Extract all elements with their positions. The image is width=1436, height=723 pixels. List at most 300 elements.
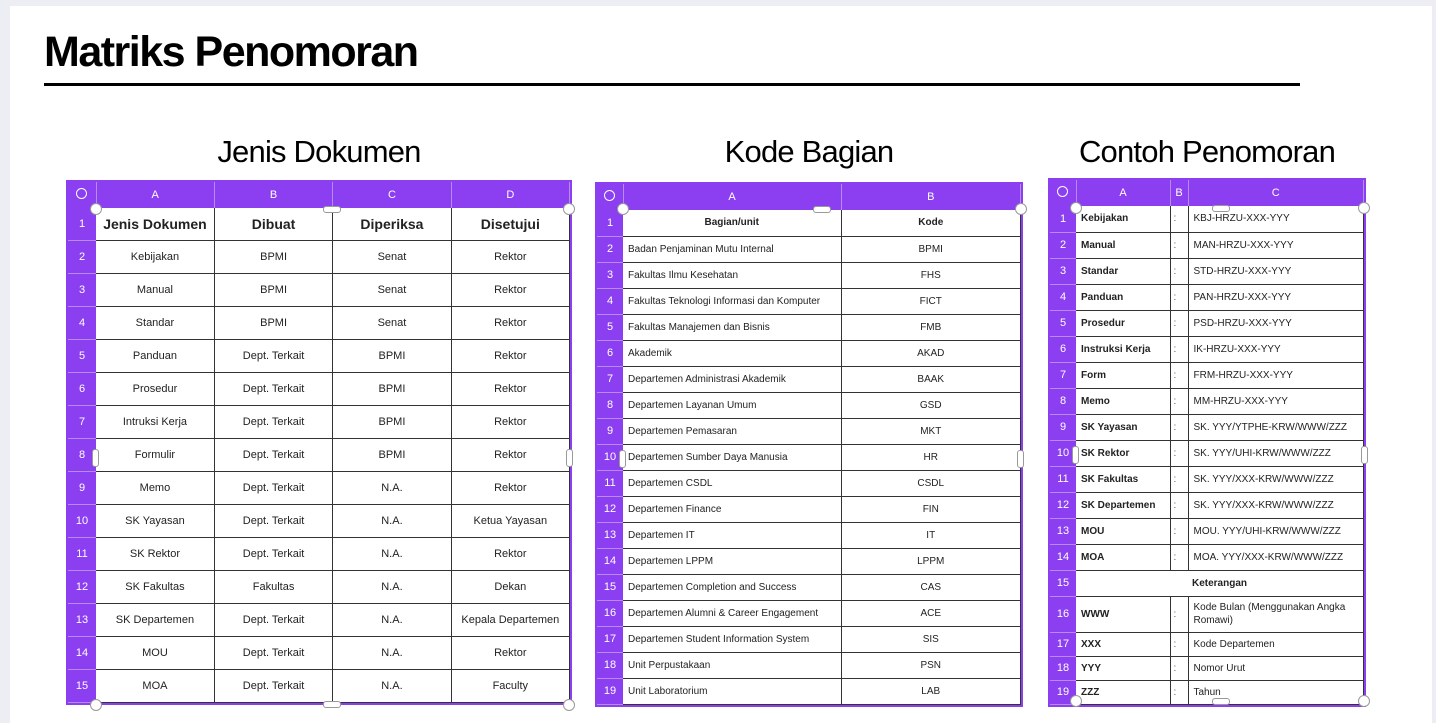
table-row	[1050, 656, 1364, 680]
header-cell[interactable]: Dibuat	[214, 208, 332, 240]
row-number[interactable]: 7	[68, 405, 96, 438]
resize-handle[interactable]	[617, 203, 629, 215]
table-cell[interactable]: Faculty	[451, 669, 569, 702]
section-title-contoh: Contoh Penomoran	[1078, 134, 1336, 169]
row-number[interactable]: 8	[597, 392, 623, 418]
resize-handle[interactable]	[563, 699, 575, 711]
row-number[interactable]: 4	[68, 306, 96, 339]
resize-handle[interactable]	[90, 699, 102, 711]
table-cell[interactable]: :	[1170, 632, 1188, 656]
table-row	[597, 340, 1021, 366]
table-cell[interactable]: Standar	[1076, 258, 1170, 284]
row-number[interactable]: 5	[68, 339, 96, 372]
table-cell[interactable]: SK. YYY/XXX-KRW/WWW/ZZZ	[1188, 466, 1364, 492]
table-row	[68, 669, 570, 702]
table-cell[interactable]: SK. YYY/XXX-KRW/WWW/ZZZ	[1188, 492, 1364, 518]
table-row	[68, 240, 570, 273]
table-cell[interactable]: Intruksi Kerja	[96, 405, 214, 438]
table-cell[interactable]: BPMI	[214, 240, 332, 273]
row-number[interactable]: 6	[597, 340, 623, 366]
table-cell[interactable]: Rektor	[451, 339, 569, 372]
resize-handle[interactable]	[90, 203, 102, 215]
table-cell[interactable]: Departemen Layanan Umum	[623, 392, 841, 418]
table-cell[interactable]: BPMI	[333, 372, 451, 405]
table-row	[1050, 570, 1364, 596]
table-cell[interactable]: Kebijakan	[1076, 206, 1170, 232]
column-header-c[interactable]: C	[1188, 180, 1364, 206]
table-row	[68, 603, 570, 636]
row-number[interactable]: 12	[68, 570, 96, 603]
table-cell[interactable]: MM-HRZU-XXX-YYY	[1188, 388, 1364, 414]
table-cell[interactable]: Departemen Student Information System	[623, 626, 841, 652]
row-number[interactable]: 10	[68, 504, 96, 537]
table-cell[interactable]: SK. YYY/YTPHE-KRW/WWW/ZZZ	[1188, 414, 1364, 440]
table-cell[interactable]: Form	[1076, 362, 1170, 388]
table-cell[interactable]: Dept. Terkait	[214, 471, 332, 504]
table-row	[1050, 284, 1364, 310]
row-number[interactable]: 8	[68, 438, 96, 471]
table-cell[interactable]: BPMI	[333, 438, 451, 471]
table-cell[interactable]: Dept. Terkait	[214, 603, 332, 636]
row-number[interactable]: 12	[597, 496, 623, 522]
table-cell[interactable]: Senat	[333, 273, 451, 306]
table-cell[interactable]: Fakultas	[214, 570, 332, 603]
table-cell[interactable]: Kode Departemen	[1188, 632, 1364, 656]
table-cell[interactable]: Unit Perpustakaan	[623, 652, 841, 678]
table-cell[interactable]: :	[1170, 466, 1188, 492]
row-number[interactable]: 6	[1050, 336, 1076, 362]
table-cell[interactable]: BPMI	[333, 405, 451, 438]
table-cell[interactable]: N.A.	[333, 570, 451, 603]
table-cell[interactable]: Kode Bulan (Menggunakan Angka Romawi)	[1188, 596, 1364, 632]
table-cell[interactable]: Departemen Administrasi Akademik	[623, 366, 841, 392]
table-cell[interactable]: KBJ-HRZU-XXX-YYY	[1188, 206, 1364, 232]
row-number[interactable]: 11	[68, 537, 96, 570]
table-cell[interactable]: Memo	[1076, 388, 1170, 414]
table-cell[interactable]: AKAD	[841, 340, 1021, 366]
row-number[interactable]: 15	[68, 669, 96, 702]
table-cell[interactable]: Rektor	[451, 306, 569, 339]
table-cell[interactable]: Dekan	[451, 570, 569, 603]
table-cell[interactable]: MOU	[1076, 518, 1170, 544]
row-number[interactable]: 16	[1050, 596, 1076, 632]
row-number[interactable]: 8	[1050, 388, 1076, 414]
table-cell[interactable]: :	[1170, 362, 1188, 388]
table-cell[interactable]: :	[1170, 284, 1188, 310]
table-row	[597, 678, 1021, 704]
table-row	[597, 548, 1021, 574]
table-row	[597, 392, 1021, 418]
table-row	[1050, 596, 1364, 632]
table-cell[interactable]: Prosedur	[1076, 310, 1170, 336]
table-cell[interactable]: Tahun	[1188, 680, 1364, 704]
table-row	[1050, 466, 1364, 492]
table-row	[597, 652, 1021, 678]
table-cell[interactable]: SK. YYY/UHI-KRW/WWW/ZZZ	[1188, 440, 1364, 466]
table-cell[interactable]: Senat	[333, 306, 451, 339]
table-cell[interactable]: N.A.	[333, 504, 451, 537]
row-number[interactable]: 4	[1050, 284, 1076, 310]
header-cell[interactable]: Disetujui	[451, 208, 569, 240]
table-cell[interactable]: FRM-HRZU-XXX-YYY	[1188, 362, 1364, 388]
row-number[interactable]: 12	[1050, 492, 1076, 518]
jenis-dokumen-sheet[interactable]	[66, 180, 572, 705]
table-cell[interactable]: MOA. YYY/XXX-KRW/WWW/ZZZ	[1188, 544, 1364, 570]
row-number[interactable]: 3	[68, 273, 96, 306]
resize-handle[interactable]	[1358, 695, 1370, 707]
table-cell[interactable]: CSDL	[841, 470, 1021, 496]
table-cell[interactable]: :	[1170, 518, 1188, 544]
table-cell[interactable]: :	[1170, 544, 1188, 570]
table-cell[interactable]: Dept. Terkait	[214, 504, 332, 537]
table-cell[interactable]: MOA	[96, 669, 214, 702]
table-row	[68, 636, 570, 669]
table-cell[interactable]: Dept. Terkait	[214, 537, 332, 570]
table-cell[interactable]: SK Yayasan	[1076, 414, 1170, 440]
table-cell[interactable]: :	[1170, 388, 1188, 414]
table-cell[interactable]: Departemen Completion and Success	[623, 574, 841, 600]
column-header-a[interactable]: A	[1076, 180, 1170, 206]
select-all-icon	[604, 190, 615, 201]
table-cell[interactable]: Badan Penjaminan Mutu Internal	[623, 236, 841, 262]
table-cell[interactable]: PSD-HRZU-XXX-YYY	[1188, 310, 1364, 336]
row-number[interactable]: 18	[1050, 656, 1076, 680]
row-number[interactable]: 13	[1050, 518, 1076, 544]
row-number[interactable]: 17	[597, 626, 623, 652]
table-cell[interactable]: ACE	[841, 600, 1021, 626]
table-row	[68, 438, 570, 471]
table-cell[interactable]: :	[1170, 258, 1188, 284]
row-number[interactable]: 7	[597, 366, 623, 392]
table-cell[interactable]: SK Rektor	[96, 537, 214, 570]
table-cell[interactable]: :	[1170, 232, 1188, 258]
select-all-icon	[76, 188, 87, 199]
table-cell[interactable]: Dept. Terkait	[214, 372, 332, 405]
column-header-a[interactable]: A	[623, 184, 841, 210]
table-row	[597, 366, 1021, 392]
row-number[interactable]: 13	[68, 603, 96, 636]
table-cell[interactable]: PAN-HRZU-XXX-YYY	[1188, 284, 1364, 310]
resize-handle[interactable]	[619, 450, 626, 468]
table-cell[interactable]: Departemen Sumber Daya Manusia	[623, 444, 841, 470]
table-cell[interactable]: Departemen Pemasaran	[623, 418, 841, 444]
contoh-penomoran-sheet[interactable]	[1048, 178, 1366, 707]
table-cell[interactable]: Departemen LPPM	[623, 548, 841, 574]
table-cell[interactable]: XXX	[1076, 632, 1170, 656]
table-cell[interactable]: N.A.	[333, 471, 451, 504]
table-cell[interactable]: MKT	[841, 418, 1021, 444]
table-cell[interactable]: SK Fakultas	[1076, 466, 1170, 492]
row-number[interactable]: 2	[1050, 232, 1076, 258]
table-row	[68, 405, 570, 438]
row-number[interactable]: 9	[597, 418, 623, 444]
table-cell[interactable]: :	[1170, 680, 1188, 704]
table-row	[68, 273, 570, 306]
row-number[interactable]: 13	[597, 522, 623, 548]
table-cell[interactable]: Dept. Terkait	[214, 405, 332, 438]
table-row	[597, 314, 1021, 340]
table-cell[interactable]: Departemen IT	[623, 522, 841, 548]
resize-handle[interactable]	[563, 203, 575, 215]
table-row	[597, 210, 1021, 236]
column-header-b[interactable]: B	[1170, 180, 1188, 206]
table-cell[interactable]: Rektor	[451, 438, 569, 471]
row-number[interactable]: 3	[597, 262, 623, 288]
table-cell[interactable]: FMB	[841, 314, 1021, 340]
table-cell[interactable]: Manual	[96, 273, 214, 306]
table-row	[597, 496, 1021, 522]
table-cell[interactable]: ZZZ	[1076, 680, 1170, 704]
header-cell[interactable]: Diperiksa	[333, 208, 451, 240]
table-row	[1050, 206, 1364, 232]
table-cell[interactable]: YYY	[1076, 656, 1170, 680]
table-cell[interactable]: HR	[841, 444, 1021, 470]
table-cell[interactable]: IK-HRZU-XXX-YYY	[1188, 336, 1364, 362]
table-cell[interactable]: SK Rektor	[1076, 440, 1170, 466]
row-number[interactable]: 19	[597, 678, 623, 704]
resize-handle[interactable]	[1070, 695, 1082, 707]
table-row	[597, 444, 1021, 470]
table-cell[interactable]: Prosedur	[96, 372, 214, 405]
table-row	[1050, 440, 1364, 466]
table-row	[597, 600, 1021, 626]
table-cell[interactable]: Senat	[333, 240, 451, 273]
resize-handle[interactable]	[323, 701, 341, 708]
resize-handle[interactable]	[1212, 205, 1230, 212]
table-row	[68, 339, 570, 372]
resize-handle[interactable]	[1017, 450, 1024, 468]
table-cell[interactable]: BPMI	[214, 273, 332, 306]
row-number[interactable]: 11	[597, 470, 623, 496]
table-cell[interactable]: Panduan	[96, 339, 214, 372]
table-row	[68, 208, 570, 240]
table-row	[68, 306, 570, 339]
table-cell[interactable]: LAB	[841, 678, 1021, 704]
row-number[interactable]: 14	[597, 548, 623, 574]
resize-handle[interactable]	[1358, 202, 1370, 214]
table-cell[interactable]: Fakultas Teknologi Informasi dan Komputer	[623, 288, 841, 314]
row-number[interactable]: 5	[1050, 310, 1076, 336]
table-cell[interactable]: :	[1170, 336, 1188, 362]
table-cell[interactable]: GSD	[841, 392, 1021, 418]
table-row	[1050, 310, 1364, 336]
row-number[interactable]: 2	[68, 240, 96, 273]
row-number[interactable]: 5	[597, 314, 623, 340]
table-cell[interactable]: N.A.	[333, 603, 451, 636]
title-underline	[44, 83, 1300, 86]
canvas-page	[10, 6, 1432, 723]
column-header-d[interactable]: D	[451, 182, 569, 208]
table-cell[interactable]: Standar	[96, 306, 214, 339]
table-cell[interactable]: N.A.	[333, 537, 451, 570]
table-cell[interactable]: N.A.	[333, 669, 451, 702]
table-cell[interactable]: :	[1170, 596, 1188, 632]
resize-handle[interactable]	[1361, 446, 1368, 464]
table-cell[interactable]: Rektor	[451, 636, 569, 669]
column-header-a[interactable]: A	[96, 182, 214, 208]
select-all-icon	[1057, 186, 1068, 197]
table-cell[interactable]: :	[1170, 414, 1188, 440]
row-number[interactable]: 17	[1050, 632, 1076, 656]
table-row	[1050, 336, 1364, 362]
table-row	[597, 626, 1021, 652]
table-row	[1050, 544, 1364, 570]
table-row	[68, 570, 570, 603]
table-row	[1050, 362, 1364, 388]
table-cell[interactable]: PSN	[841, 652, 1021, 678]
row-number[interactable]: 1	[1050, 206, 1076, 232]
table-row	[1050, 232, 1364, 258]
row-number[interactable]: 6	[68, 372, 96, 405]
row-number[interactable]: 14	[1050, 544, 1076, 570]
table-row	[1050, 680, 1364, 704]
table-row	[597, 236, 1021, 262]
table-cell[interactable]: :	[1170, 310, 1188, 336]
table-cell[interactable]: :	[1170, 206, 1188, 232]
table-cell[interactable]: Instruksi Kerja	[1076, 336, 1170, 362]
page-title: Matriks Penomoran	[44, 28, 418, 76]
table-row	[597, 522, 1021, 548]
column-header-b[interactable]: B	[841, 184, 1021, 210]
keterangan-heading[interactable]: Keterangan	[1076, 570, 1364, 596]
row-number[interactable]: 11	[1050, 466, 1076, 492]
table-row	[597, 574, 1021, 600]
table-cell[interactable]: Nomor Urut	[1188, 656, 1364, 680]
section-title-kode: Kode Bagian	[724, 134, 894, 169]
table-cell[interactable]: SK Fakultas	[96, 570, 214, 603]
table-cell[interactable]: BAAK	[841, 366, 1021, 392]
row-number[interactable]: 19	[1050, 680, 1076, 704]
resize-handle[interactable]	[566, 449, 573, 467]
resize-handle[interactable]	[813, 206, 831, 213]
table-cell[interactable]: Rektor	[451, 537, 569, 570]
table-row	[597, 262, 1021, 288]
table-cell[interactable]: SK Departemen	[96, 603, 214, 636]
table-cell[interactable]: SIS	[841, 626, 1021, 652]
table-cell[interactable]: Fakultas Manajemen dan Bisnis	[623, 314, 841, 340]
table-cell[interactable]: MOA	[1076, 544, 1170, 570]
table-cell[interactable]: Ketua Yayasan	[451, 504, 569, 537]
table-cell[interactable]: Unit Laboratorium	[623, 678, 841, 704]
table-cell[interactable]: :	[1170, 656, 1188, 680]
table-row	[68, 372, 570, 405]
column-header-b[interactable]: B	[214, 182, 332, 208]
table-cell[interactable]: :	[1170, 492, 1188, 518]
row-number[interactable]: 15	[597, 574, 623, 600]
table-cell[interactable]: BPMI	[841, 236, 1021, 262]
row-number[interactable]: 2	[597, 236, 623, 262]
table-row	[68, 504, 570, 537]
table-cell[interactable]: Panduan	[1076, 284, 1170, 310]
table-row	[1050, 632, 1364, 656]
resize-handle[interactable]	[1212, 698, 1230, 705]
kode-bagian-sheet[interactable]	[595, 182, 1023, 707]
resize-handle[interactable]	[1070, 202, 1082, 214]
table-cell[interactable]: Dept. Terkait	[214, 339, 332, 372]
table-row	[1050, 492, 1364, 518]
table-cell[interactable]: Departemen Alumni & Career Engagement	[623, 600, 841, 626]
table-cell[interactable]: N.A.	[333, 636, 451, 669]
table-cell[interactable]: CAS	[841, 574, 1021, 600]
table-cell[interactable]: Departemen Finance	[623, 496, 841, 522]
table-cell[interactable]: Rektor	[451, 471, 569, 504]
table-cell[interactable]: MOU. YYY/UHI-KRW/WWW/ZZZ	[1188, 518, 1364, 544]
table-row	[597, 288, 1021, 314]
table-row	[1050, 258, 1364, 284]
table-cell[interactable]: Manual	[1076, 232, 1170, 258]
row-number[interactable]: 18	[597, 652, 623, 678]
resize-handle[interactable]	[1015, 203, 1027, 215]
table-cell[interactable]: WWW	[1076, 596, 1170, 632]
table-cell[interactable]: Dept. Terkait	[214, 636, 332, 669]
table-cell[interactable]: MAN-HRZU-XXX-YYY	[1188, 232, 1364, 258]
header-cell[interactable]: Jenis Dokumen	[96, 208, 214, 240]
table-cell[interactable]: Dept. Terkait	[214, 669, 332, 702]
header-cell[interactable]: Bagian/unit	[623, 210, 841, 236]
table-cell[interactable]: Kebijakan	[96, 240, 214, 273]
resize-handle[interactable]	[323, 206, 341, 213]
table-row	[1050, 388, 1364, 414]
section-title-jenis: Jenis Dokumen	[217, 134, 421, 169]
row-number[interactable]: 10	[597, 444, 623, 470]
table-cell[interactable]: Dept. Terkait	[214, 438, 332, 471]
table-cell[interactable]: SK Departemen	[1076, 492, 1170, 518]
row-number[interactable]: 1	[68, 208, 96, 240]
row-number[interactable]: 1	[597, 210, 623, 236]
table-cell[interactable]: Akademik	[623, 340, 841, 366]
table-row	[597, 470, 1021, 496]
row-number[interactable]: 16	[597, 600, 623, 626]
row-number[interactable]: 14	[68, 636, 96, 669]
resize-handle[interactable]	[1072, 446, 1079, 464]
table-cell[interactable]: BPMI	[333, 339, 451, 372]
row-number[interactable]: 3	[1050, 258, 1076, 284]
table-cell[interactable]: STD-HRZU-XXX-YYY	[1188, 258, 1364, 284]
row-number[interactable]: 4	[597, 288, 623, 314]
row-number[interactable]: 9	[1050, 414, 1076, 440]
table-cell[interactable]: MOU	[96, 636, 214, 669]
table-row	[68, 537, 570, 570]
header-cell[interactable]: Kode	[841, 210, 1021, 236]
table-cell[interactable]: :	[1170, 440, 1188, 466]
column-header-c[interactable]: C	[333, 182, 451, 208]
row-number[interactable]: 10	[1050, 440, 1076, 466]
table-cell[interactable]: Rektor	[451, 273, 569, 306]
table-cell[interactable]: Memo	[96, 471, 214, 504]
table-cell[interactable]: Departemen CSDL	[623, 470, 841, 496]
row-number[interactable]: 15	[1050, 570, 1076, 596]
table-cell[interactable]: FIN	[841, 496, 1021, 522]
table-cell[interactable]: Formulir	[96, 438, 214, 471]
table-cell[interactable]: SK Yayasan	[96, 504, 214, 537]
row-number[interactable]: 7	[1050, 362, 1076, 388]
table-cell[interactable]: FHS	[841, 262, 1021, 288]
table-cell[interactable]: Kepala Departemen	[451, 603, 569, 636]
table-row	[68, 471, 570, 504]
table-cell[interactable]: FICT	[841, 288, 1021, 314]
table-row	[1050, 518, 1364, 544]
table-cell[interactable]: LPPM	[841, 548, 1021, 574]
table-cell[interactable]: Rektor	[451, 240, 569, 273]
table-cell[interactable]: Rektor	[451, 405, 569, 438]
table-cell[interactable]: Rektor	[451, 372, 569, 405]
table-row	[1050, 414, 1364, 440]
resize-handle[interactable]	[92, 449, 99, 467]
table-cell[interactable]: Fakultas Ilmu Kesehatan	[623, 262, 841, 288]
table-cell[interactable]: IT	[841, 522, 1021, 548]
row-number[interactable]: 9	[68, 471, 96, 504]
table-cell[interactable]: BPMI	[214, 306, 332, 339]
